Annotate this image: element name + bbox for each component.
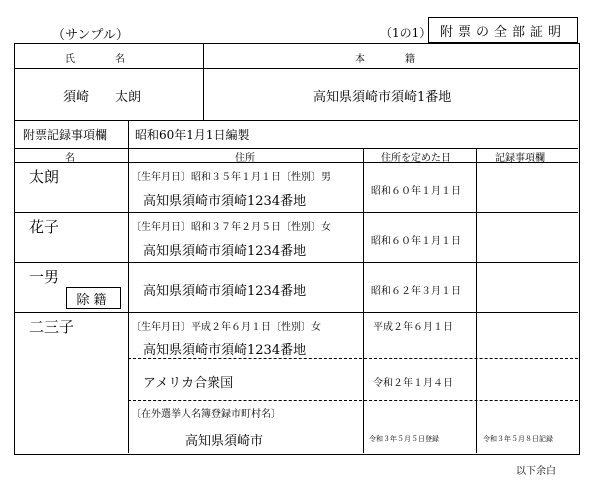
person-address: 高知県須崎市須崎1234番地 (143, 343, 307, 358)
person-birth-info: 〔生年月日〕昭和３５年１月１日〔性別〕男 (131, 172, 331, 183)
column-header-address: 住所 (235, 153, 255, 164)
row-divider (15, 162, 578, 163)
column-divider (203, 44, 204, 120)
dashed-divider (128, 358, 578, 359)
dashed-divider (128, 400, 578, 401)
person-address: 高知県須崎市須崎1234番地 (143, 194, 307, 209)
honseki-label: 本 籍 (355, 54, 415, 65)
person-name: 一男 (29, 268, 60, 286)
overseas-voter-city: 高知県須崎市 (185, 434, 264, 449)
family-name: 須崎 太朗 (63, 90, 142, 105)
abroad-address-date: 令和２年１月４日 (373, 378, 453, 389)
column-header-date: 住所を定めた日 (381, 153, 451, 164)
overseas-registration-date: 令和３年５月５日登録 (369, 435, 439, 443)
page-number: （1の1） (380, 26, 432, 40)
person-name: 花子 (29, 218, 60, 236)
column-divider (128, 120, 129, 453)
footer-note: 以下余白 (516, 466, 556, 477)
sample-label: （サンプル） (52, 28, 129, 43)
abroad-address: アメリカ合衆国 (143, 376, 234, 391)
certificate-table (14, 43, 580, 455)
column-divider (363, 148, 364, 453)
record-label: 附票記録事項欄 (23, 128, 108, 142)
overseas-record-date: 令和３年５月８日記録 (483, 435, 553, 443)
document-title: 附票の全部証明 (428, 17, 578, 43)
person-birth-info: 〔生年月日〕平成２年６月１日〔性別〕女 (131, 322, 321, 333)
person-name: 二三子 (29, 318, 75, 336)
person-address-date: 平成２年６月１日 (373, 322, 453, 333)
row-divider (15, 68, 578, 69)
person-address: 高知県須崎市須崎1234番地 (143, 284, 307, 299)
person-address-date: 昭和６０年１月１日 (371, 186, 461, 197)
column-header-remarks: 記録事項欄 (495, 153, 545, 164)
row-divider (15, 212, 578, 213)
row-divider (15, 312, 578, 313)
record-value: 昭和60年1月1日編製 (135, 128, 250, 142)
honseki-value: 高知県須崎市須崎1番地 (313, 90, 452, 105)
column-divider (476, 148, 477, 453)
row-divider (15, 120, 578, 121)
overseas-voter-label: 〔在外選挙人名簿登録市町村名〕 (131, 409, 281, 420)
row-divider (15, 148, 578, 149)
person-name: 太朗 (29, 168, 60, 186)
column-header-name: 名 (65, 153, 75, 164)
jyoseki-badge: 除籍 (66, 287, 121, 309)
person-address-date: 昭和６０年１月１日 (371, 236, 461, 247)
person-address-date: 昭和６２年３月１日 (371, 286, 461, 297)
person-address: 高知県須崎市須崎1234番地 (143, 244, 307, 259)
person-birth-info: 〔生年月日〕昭和３７年２月５日〔性別〕女 (131, 222, 331, 233)
row-divider (15, 262, 578, 263)
name-label: 氏 名 (65, 54, 125, 65)
